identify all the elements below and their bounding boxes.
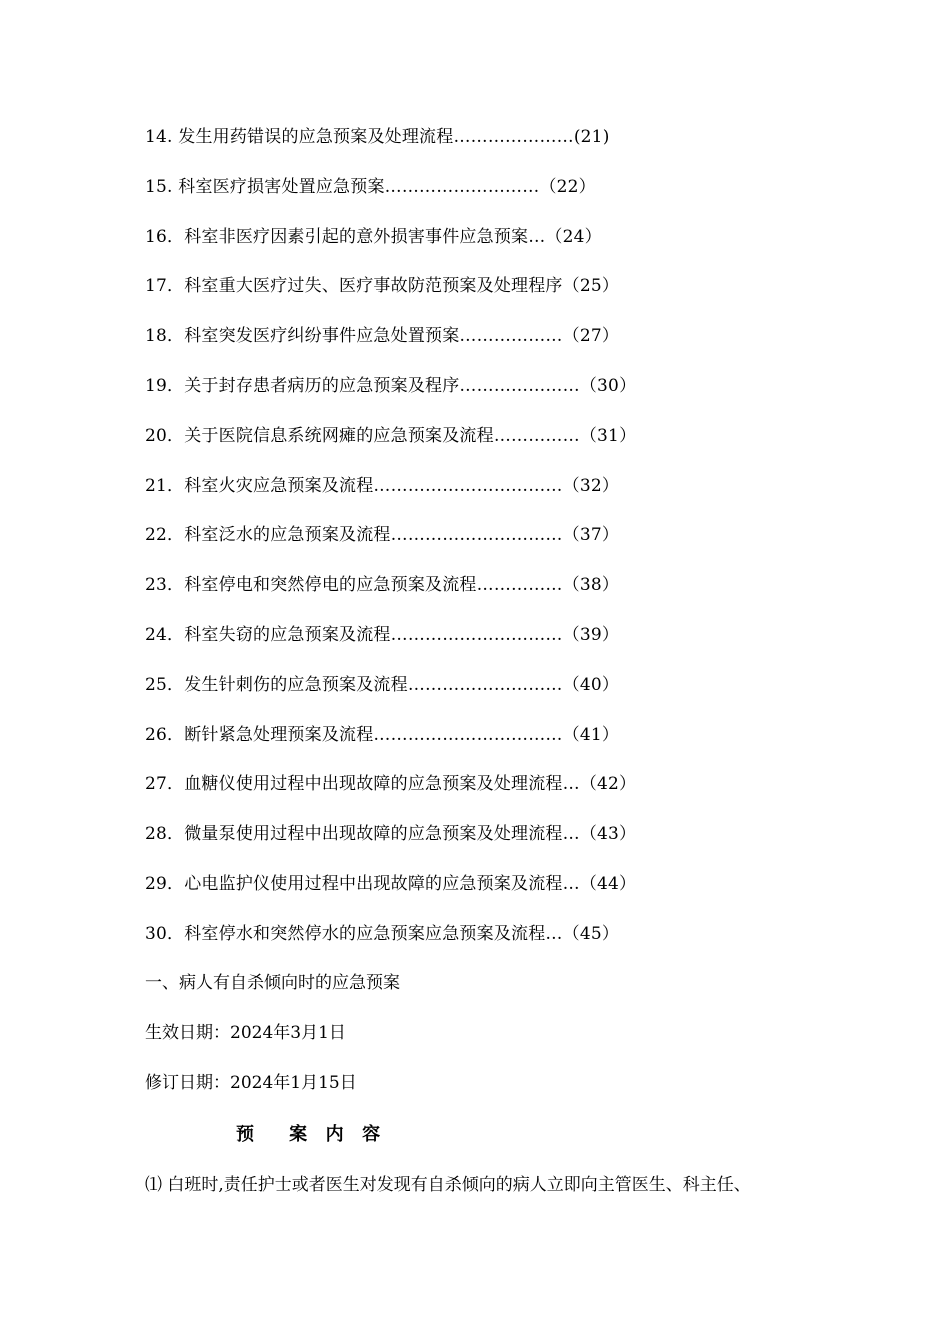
content-heading: 预 案 内 容	[236, 1124, 383, 1145]
toc-entry-24: 24．科室失窃的应急预案及流程…………………………（39）	[145, 624, 620, 645]
toc-entry-29: 29．心电监护仪使用过程中出现故障的应急预案及流程…（44）	[145, 873, 637, 894]
section-header-block	[145, 968, 845, 1117]
toc-entry-25: 25．发生针刺伤的应急预案及流程………………………（40）	[145, 674, 620, 695]
toc-entry-23: 23．科室停电和突然停电的应急预案及流程……………（38）	[145, 575, 620, 596]
toc-entry-21: 21．科室火灾应急预案及流程……………………………（32）	[145, 475, 620, 496]
toc-entry-17: 17．科室重大医疗过失、医疗事故防范预案及处理程序（25）	[145, 276, 620, 297]
table-of-contents	[145, 122, 845, 969]
toc-entry-30: 30．科室停水和突然停水的应急预案应急预案及流程…（45）	[145, 923, 620, 944]
toc-entry-14: 14. 发生用药错误的应急预案及处理流程…………………(21)	[145, 127, 610, 147]
toc-entry-22: 22．科室泛水的应急预案及流程…………………………（37）	[145, 525, 620, 546]
toc-entry-15: 15. 科室医疗损害处置应急预案………………………（22）	[145, 176, 596, 197]
toc-entry-20: 20．关于医院信息系统网瘫的应急预案及流程……………（31）	[145, 425, 637, 446]
toc-entry-16: 16．科室非医疗因素引起的意外损害事件应急预案…（24）	[145, 226, 602, 247]
toc-entry-18: 18．科室突发医疗纠纷事件应急处置预案………………（27）	[145, 326, 620, 347]
toc-entry-26: 26．断针紧急处理预案及流程……………………………（41）	[145, 724, 620, 745]
paragraph-1: ⑴ 白班时,责任护士或者医生对发现有自杀倾向的病人立即向主管医生、科主任、	[145, 1175, 751, 1195]
toc-entry-27: 27．血糖仪使用过程中出现故障的应急预案及处理流程…（42）	[145, 774, 637, 795]
section-title: 一、病人有自杀倾向时的应急预案	[145, 973, 400, 993]
toc-entry-28: 28．微量泵使用过程中出现故障的应急预案及处理流程…（43）	[145, 824, 637, 845]
revised-date: 修订日期：2024年1月15日	[145, 1072, 357, 1093]
effective-date: 生效日期：2024年3月1日	[145, 1022, 346, 1043]
toc-entry-19: 19．关于封存患者病历的应急预案及程序…………………（30）	[145, 375, 637, 396]
